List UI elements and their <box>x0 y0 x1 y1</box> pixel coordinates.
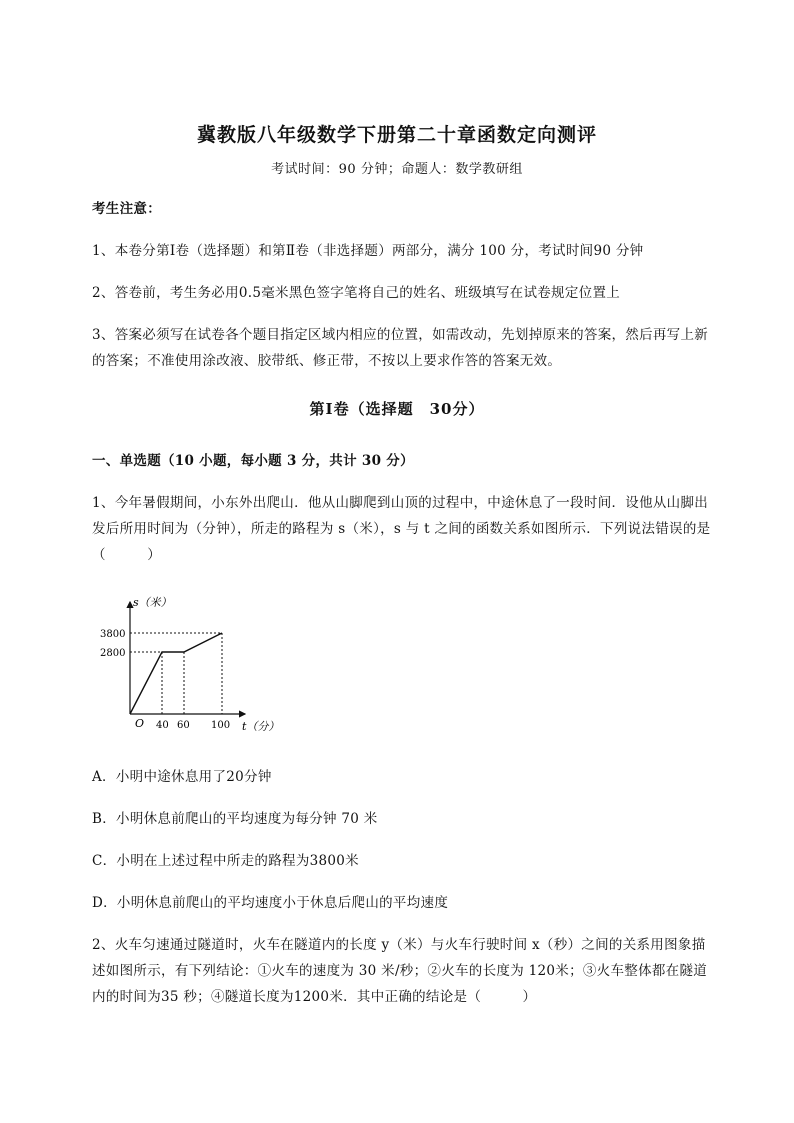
question-2-stem: 2、火车匀速通过隧道时，火车在隧道内的长度 y（米）与火车行驶时间 x（秒）之间的关系用图象描述如图所示，有下列结论：①火车的速度为 30 米/秒；②火车的长度为 120米；③火车整体都在隧道内的时间为35 秒；④隧道长度为1200米．其中正确的结论是（ ） <box>92 937 708 1005</box>
question-1-option-b: B．小明休息前爬山的平均速度为每分钟 70 米 <box>92 811 378 827</box>
x-tick-100: 100 <box>211 720 231 731</box>
y-tick-2800: 2800 <box>100 648 126 659</box>
question-1-option-d: D．小明休息前爬山的平均速度小于休息后爬山的平均速度 <box>92 895 449 911</box>
question-1-option-a: A．小明中途休息用了20分钟 <box>92 769 272 785</box>
notice-heading: 考生注意： <box>92 201 161 217</box>
page-title: 冀教版八年级数学下册第二十章函数定向测评 <box>196 124 597 146</box>
section-title: 第Ⅰ卷（选择题 30分） <box>309 400 485 418</box>
x-tick-40: 40 <box>156 720 169 731</box>
distance-time-graph <box>100 594 290 744</box>
x-axis-label: t（分） <box>242 720 280 733</box>
y-axis-label: s（米） <box>133 596 172 609</box>
question-1-stem: 1、今年暑假期间，小东外出爬山．他从山脚爬到山顶的过程中，中途休息了一段时间．设他从山脚出发后所用时间为（分钟），所走的路程为 s（米），s 与 t 之间的函数关系如图所示．下列说法错误的是（ ） <box>92 495 711 563</box>
distance-line <box>130 633 222 714</box>
question-1-option-c: C．小明在上述过程中所走的路程为3800米 <box>92 853 359 869</box>
notice-item-2: 2、答卷前，考生务必用0.5毫米黑色签字笔将自己的姓名、班级填写在试卷规定位置上 <box>92 285 621 301</box>
origin-label: O <box>135 717 145 730</box>
exam-info: 考试时间：90 分钟；命题人：数学教研组 <box>271 162 523 177</box>
part-title: 一、单选题（10 小题，每小题 3 分，共计 30 分） <box>92 453 414 469</box>
y-tick-3800: 3800 <box>100 629 126 640</box>
notice-item-3: 3、答案必须写在试卷各个题目指定区域内相应的位置，如需改动，先划掉原来的答案，然后再写上新的答案；不准使用涂改液、胶带纸、修正带，不按以上要求作答的答案无效。 <box>92 327 709 369</box>
x-tick-60: 60 <box>177 720 190 731</box>
notice-item-1: 1、本卷分第Ⅰ卷（选择题）和第Ⅱ卷（非选择题）两部分，满分 100 分，考试时间90 分钟 <box>92 243 644 259</box>
